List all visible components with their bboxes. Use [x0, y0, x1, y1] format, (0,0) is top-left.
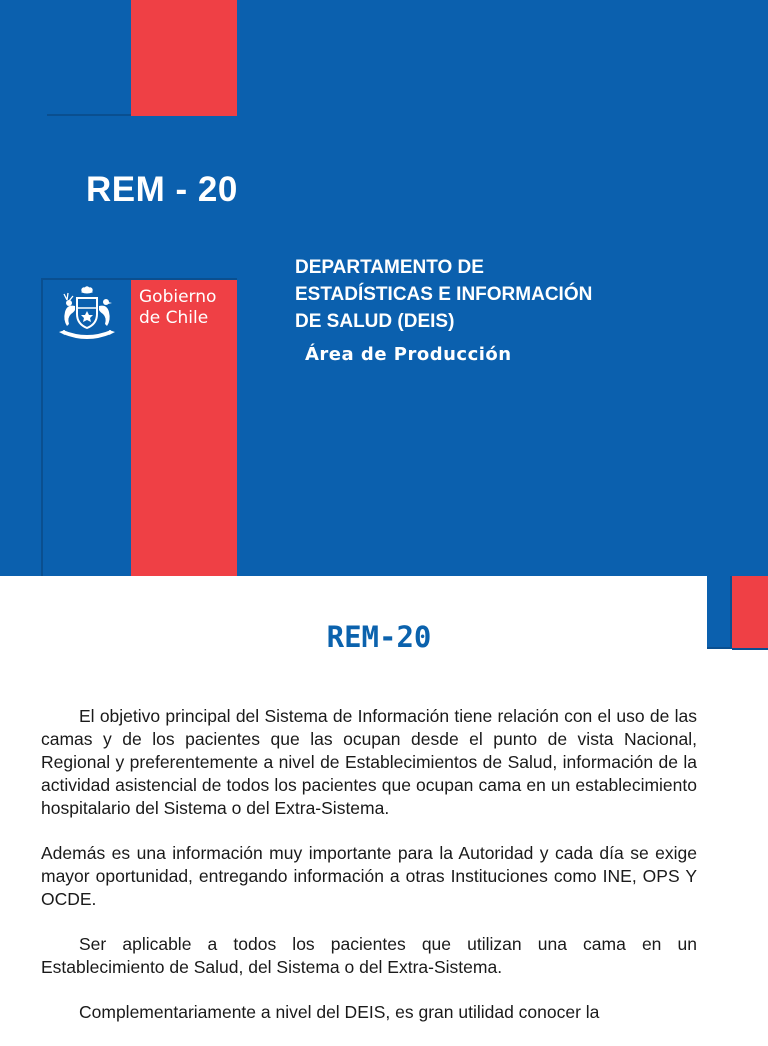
- document-body: [41, 705, 697, 1046]
- department-line-3: DE SALUD (DEIS): [295, 311, 455, 332]
- gobierno-de-chile-logo: [41, 278, 237, 576]
- area-label: Área de Producción: [305, 344, 512, 365]
- document-heading: REM-20: [326, 620, 432, 654]
- paragraph-2: Además es una información muy importante para la Autoridad y cada día se exige mayor oportunidad, entregando información a otras Instituciones como INE, OPS Y OCDE.: [41, 843, 697, 909]
- chile-coat-of-arms-icon: [51, 286, 123, 344]
- paragraph-3: Ser aplicable a todos los pacientes que utilizan una cama en un Establecimiento de Salud, del Sistema o del Extra-Sistema.: [41, 934, 697, 977]
- slide-title: REM - 20: [86, 170, 238, 209]
- top-red-bar: [131, 0, 237, 116]
- logo-text-line1: Gobierno: [139, 287, 217, 307]
- department-line-2: ESTADÍSTICAS E INFORMACIÓN: [295, 284, 593, 305]
- department-name: [295, 254, 592, 335]
- logo-top-line: [131, 278, 237, 280]
- paragraph-4: Complementariamente a nivel del DEIS, es gran utilidad conocer la: [79, 1002, 600, 1022]
- paragraph-1: El objetivo principal del Sistema de Información tiene relación con el uso de las camas y de los pacientes que las ocupan desde el punto de vista Nacional, Regional y preferentemente a nivel de Establecimientos de Salud, información de la actividad asistencial de todos los pacientes que ocupan cama en un establecimiento hospitalario del Sistema o del Extra-Sistema.: [41, 706, 697, 818]
- department-line-1: DEPARTAMENTO DE: [295, 257, 484, 278]
- logo-text: [139, 287, 216, 329]
- logo-text-line2: de Chile: [139, 308, 209, 328]
- top-divider-line: [47, 114, 131, 116]
